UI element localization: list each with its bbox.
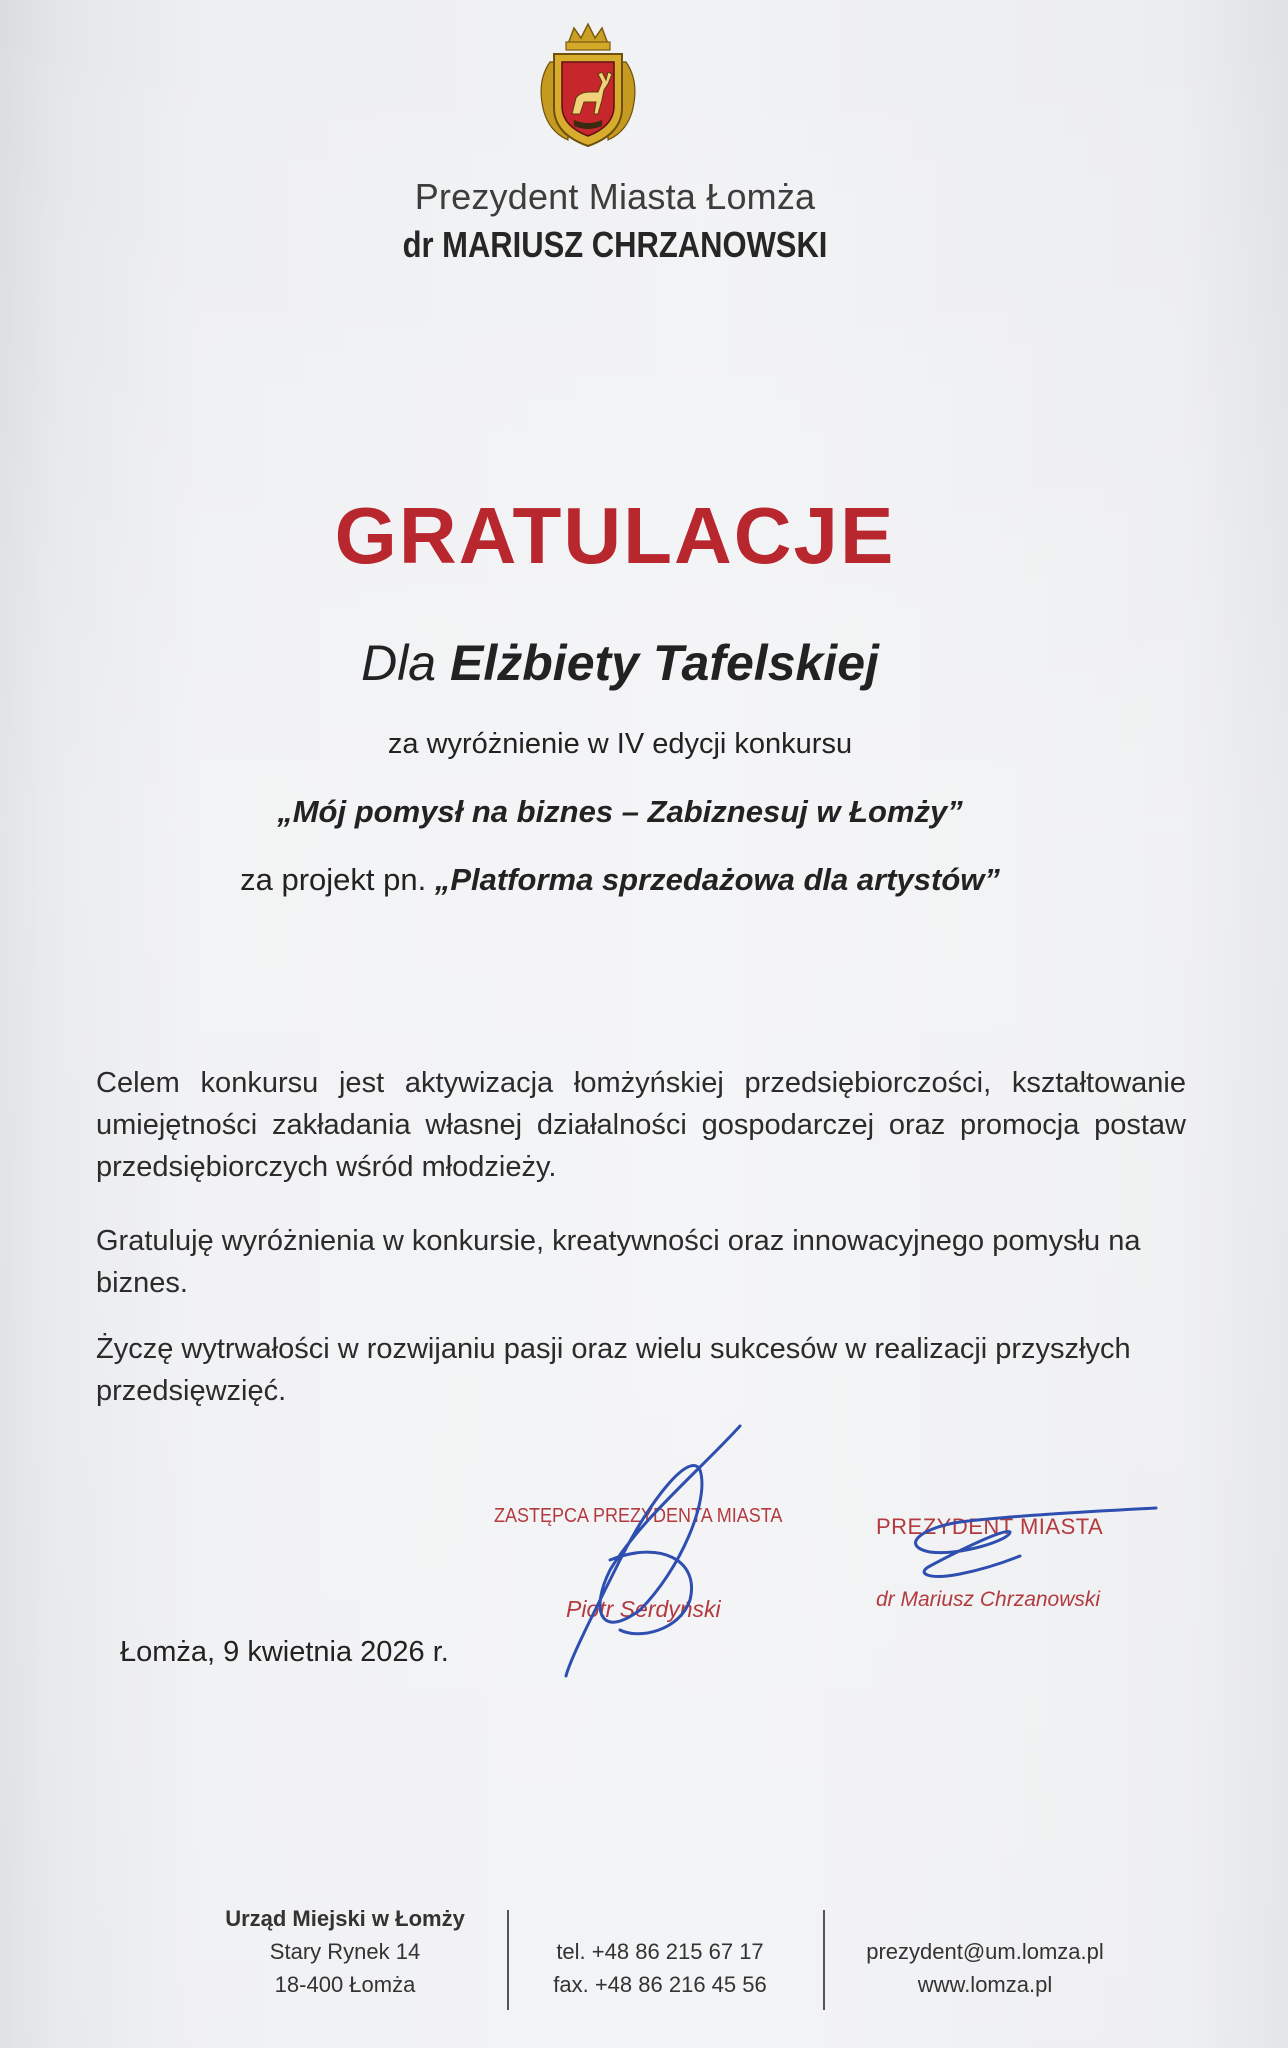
place-and-date: Łomża, 9 kwietnia 2026 r. [120, 1636, 449, 1668]
footer-address [220, 1902, 470, 2001]
footer-website: www.lomza.pl [917, 1972, 1053, 1997]
project-prefix: za projekt pn. [240, 862, 435, 897]
contest-name: „Mój pomysł na biznes – Zabiznesuj w Łomży” [277, 794, 963, 829]
footer-street: Stary Rynek 14 [269, 1939, 421, 1964]
deputy-mayor-stamp-role: ZASTĘPCA PREZYDENTA MIASTA [494, 1505, 783, 1527]
footer-email: prezydent@um.lomza.pl [866, 1939, 1104, 1964]
recipient-line [0, 634, 1240, 692]
main-title: GRATULACJE [334, 491, 896, 580]
footer-org-name: Urząd Miejski w Łomży [225, 1906, 465, 1931]
footer-fax: fax. +48 86 216 45 56 [553, 1972, 767, 1997]
deputy-mayor-stamp-name: Piotr Serdyński [566, 1596, 721, 1622]
footer-divider [507, 1910, 509, 2010]
recipient-prefix: Dla [361, 635, 451, 691]
deputy-mayor-signature [566, 1426, 740, 1676]
footer-divider [823, 1910, 825, 2010]
footer-phones [535, 1935, 785, 2001]
award-line: za wyróżnienie w IV edycji konkursu [387, 728, 853, 760]
header-name: dr MARIUSZ CHRZANOWSKI [402, 224, 828, 265]
footer-city: 18-400 Łomża [274, 1972, 416, 1997]
lomza-coat-of-arms-icon [528, 22, 648, 152]
project-name: „Platforma sprzedażowa dla artystów” [434, 862, 1000, 897]
recipient-name: Elżbiety Tafelskiej [450, 635, 879, 691]
body-paragraph-2: Gratuluję wyróżnienia w konkursie, kreatywności oraz innowacyjnego pomysłu na biznes. [96, 1225, 1141, 1299]
mayor-stamp-name: dr Mariusz Chrzanowski [876, 1588, 1101, 1611]
body-paragraph-3: Życzę wytrwałości w rozwijaniu pasji oraz wielu sukcesów w realizacji przyszłych przedsięwzięć. [96, 1333, 1131, 1407]
mayor-stamp-role: PREZYDENT MIASTA [876, 1514, 1104, 1539]
header-title: Prezydent Miasta Łomża [414, 176, 816, 217]
project-line [0, 862, 1240, 898]
footer-tel: tel. +48 86 215 67 17 [556, 1939, 764, 1964]
footer-contacts [850, 1935, 1120, 2001]
body-paragraph-1: Celem konkursu jest aktywizacja łomżyńskiej przedsiębiorczości, kształtowanie umiejętności zakładania własnej działalności gospodarczej oraz promocja postaw przedsiębiorczych wśród młodzieży. [96, 1067, 1186, 1183]
